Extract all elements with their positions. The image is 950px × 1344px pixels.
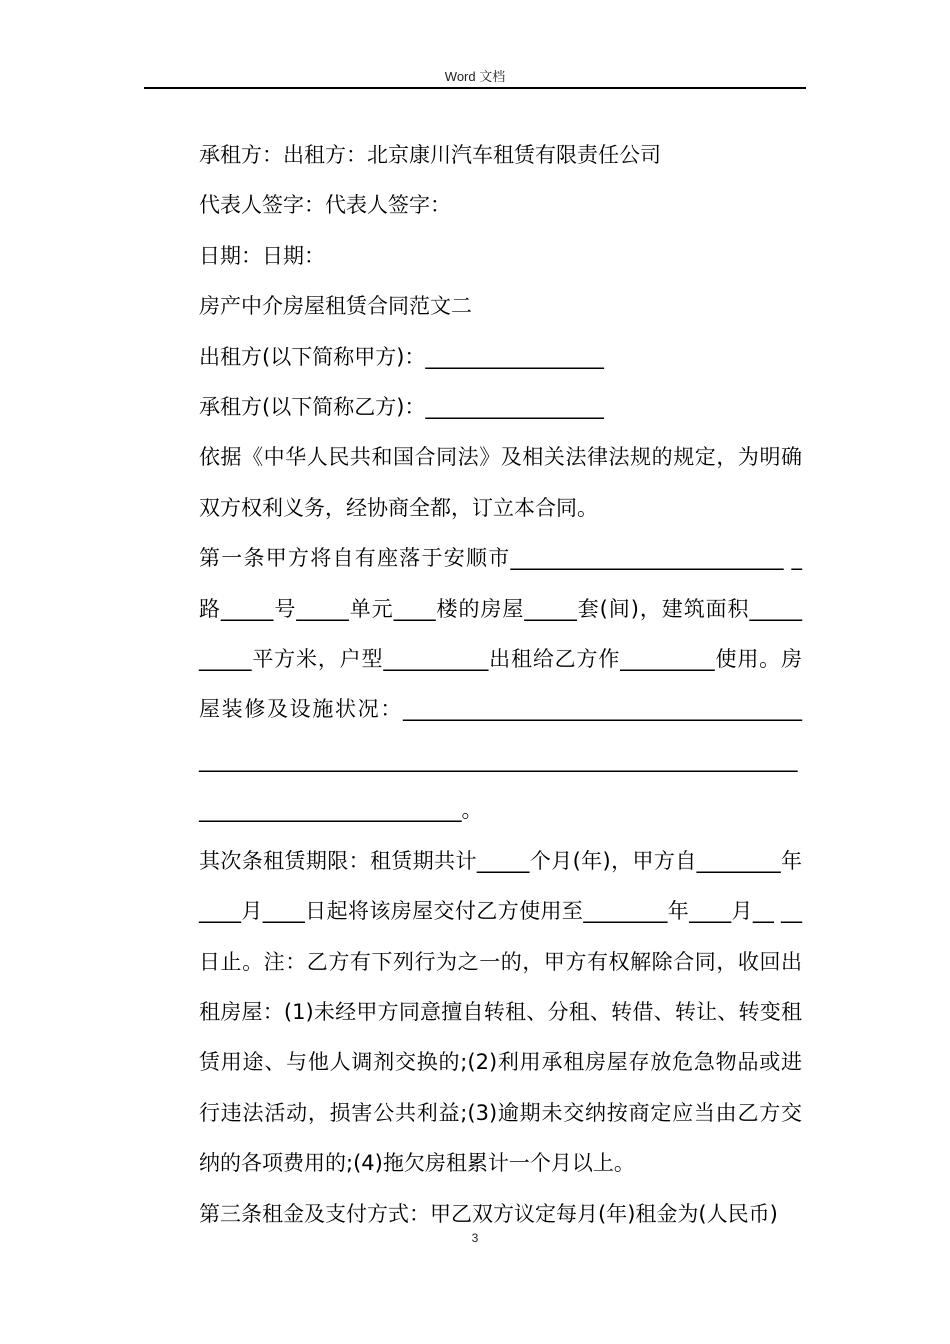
page-number: 3 <box>471 1231 479 1245</box>
document-body <box>178 130 809 1239</box>
article-2-paragraph: 其次条租赁期限：租赁期共计_____个月(年)，甲方自________年____月____日起将该房屋交付乙方使用至________年____月__ __日止。注：乙方有下列行为之一的，甲方有权解除合同，收回出租房屋：(1)未经甲方同意擅自转租、分租、转借、转让、转变租赁用途、与他人调剂交换的;(2)利用承租房屋存放危急物品或进行违法活动，损害公共利益;(3)逾期未交纳按商定应当由乙方交纳的各项费用的;(4)拖欠房租累计一个月以上。 <box>199 848 802 1176</box>
signature-line-parties: 承租方：出租方：北京康川汽车租赁有限责任公司 <box>199 143 661 167</box>
page-header: Word 文档 <box>444 69 506 84</box>
signature-line-representatives: 代表人签字：代表人签字： <box>199 193 451 218</box>
contract-title: 房产中介房屋租赁合同范文二 <box>199 294 472 319</box>
header-divider <box>144 87 806 89</box>
article-3-paragraph: 第三条租金及支付方式：甲乙双方议定每月(年)租金为(人民币) <box>199 1201 778 1226</box>
lessee-line: 承租方(以下简称乙方)：_________________ <box>199 395 604 420</box>
signature-line-dates: 日期：日期： <box>199 243 325 268</box>
article-1-paragraph: 第一条甲方将自有座落于安顺市__________________________ _路_____号_____单元____楼的房屋_____套(间)，建筑面积_____ _____平方米，户型__________出租给乙方作_________使用。房屋装修及设施状况：______________________________________ _________________________________________________________ _________________________。 <box>199 546 809 823</box>
preamble-paragraph: 依据《中华人民共和国合同法》及相关法律法规的规定，为明确双方权利义务，经协商全都，订立本合同。 <box>199 445 802 520</box>
lessor-line: 出租方(以下简称甲方)：_________________ <box>199 344 604 369</box>
